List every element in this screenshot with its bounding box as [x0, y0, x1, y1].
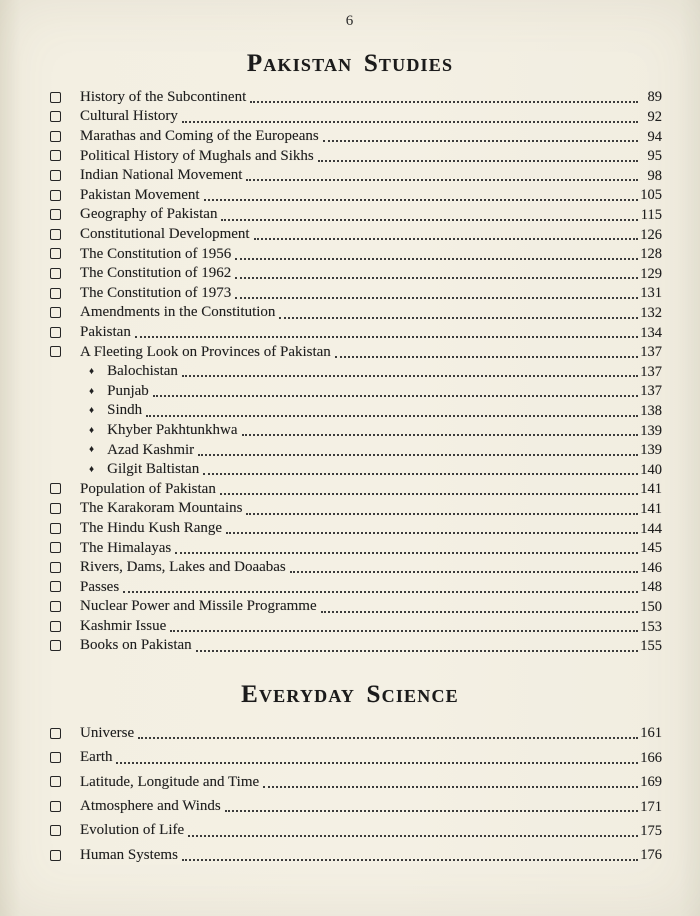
toc-item-label: Balochistan [107, 363, 178, 380]
dot-leader [254, 238, 638, 240]
diamond-bullet-icon: ♦ [89, 424, 95, 436]
toc-item-page: 153 [640, 618, 662, 635]
toc-item-label: Human Systems [80, 846, 178, 863]
dot-leader [123, 591, 638, 593]
toc-item-label: The Constitution of 1962 [80, 265, 232, 282]
toc-item-page: 89 [647, 89, 662, 106]
toc-sections [0, 50, 700, 865]
dot-leader [246, 513, 638, 515]
toc-item-label: Rivers, Dams, Lakes and Doaabas [80, 559, 286, 576]
toc-item-label: Latitude, Longitude and Time [80, 773, 260, 790]
toc-item-label: Azad Kashmir [107, 441, 195, 458]
dot-leader [175, 552, 638, 554]
toc-item-page: 115 [640, 207, 662, 224]
dot-leader [290, 571, 638, 573]
toc-item-page: 137 [640, 363, 662, 380]
toc-item-label: Political History of Mughals and Sikhs [80, 147, 314, 164]
toc-item-page: 176 [640, 847, 662, 864]
dot-leader [235, 297, 638, 299]
square-bullet-icon [50, 268, 61, 279]
toc-item-page: 94 [647, 128, 662, 145]
square-bullet-icon [50, 288, 61, 299]
square-bullet-icon [50, 346, 61, 357]
toc-item [50, 244, 662, 264]
toc-item-label: Earth [80, 749, 113, 766]
toc-item-label: The Constitution of 1973 [80, 284, 232, 301]
toc-item [50, 107, 662, 127]
toc-item [50, 401, 662, 421]
dot-leader [182, 121, 638, 123]
square-bullet-icon [50, 307, 61, 318]
toc-item-page: 145 [640, 540, 662, 557]
toc-item-page: 126 [640, 226, 662, 243]
toc-item-label: Kashmir Issue [80, 617, 167, 634]
toc-item [50, 816, 662, 840]
toc-item-page: 105 [640, 187, 662, 204]
toc-item [50, 718, 662, 742]
toc-item-label: Atmosphere and Winds [80, 798, 221, 815]
square-bullet-icon [50, 229, 61, 240]
square-bullet-icon [50, 776, 61, 787]
toc-item-label: Passes [80, 578, 120, 595]
toc-item-label: Punjab [107, 382, 149, 399]
toc-item-label: Pakistan [80, 323, 131, 340]
toc-item-page: 169 [640, 774, 662, 791]
toc-item [50, 557, 662, 577]
dot-leader [321, 611, 638, 613]
toc-item-page: 132 [640, 305, 662, 321]
toc-list [0, 87, 700, 655]
toc-item-page: 166 [640, 749, 662, 766]
dot-leader [242, 434, 638, 436]
square-bullet-icon [50, 581, 61, 592]
toc-item-label: Nuclear Power and Missile Programme [80, 598, 317, 615]
dot-leader [198, 454, 638, 456]
square-bullet-icon [50, 801, 61, 812]
toc-item-label: The Karakoram Mountains [80, 500, 243, 517]
toc-item-page: 146 [640, 559, 662, 576]
toc-item-page: 141 [640, 500, 662, 517]
dot-leader [250, 101, 638, 103]
toc-item [50, 126, 662, 146]
toc-item-label: Pakistan Movement [80, 186, 200, 203]
square-bullet-icon [50, 621, 61, 632]
square-bullet-icon [50, 131, 61, 142]
square-bullet-icon [50, 209, 61, 220]
toc-item-label: Khyber Pakhtunkhwa [107, 421, 238, 438]
toc-item-label: Evolution of Life [80, 822, 185, 839]
toc-item-label: The Constitution of 1956 [80, 245, 232, 262]
toc-item-page: 137 [640, 383, 662, 400]
dot-leader [226, 532, 638, 534]
toc-list [0, 718, 700, 864]
toc-item-page: 150 [640, 598, 662, 615]
toc-item-page: 141 [640, 481, 662, 498]
toc-item-page: 140 [640, 461, 662, 478]
toc-item-page: 131 [640, 285, 662, 302]
toc-item [50, 596, 662, 616]
toc-item [50, 420, 662, 440]
toc-item-page: 92 [647, 109, 662, 126]
section-title: Pakistan Studies [246, 50, 454, 77]
toc-item [50, 616, 662, 636]
section-title: Everyday Science [241, 681, 459, 709]
dot-leader [318, 160, 638, 162]
toc-item [50, 165, 662, 185]
dot-leader [170, 630, 638, 632]
toc-item-label: Indian National Movement [80, 167, 243, 184]
toc-item [50, 342, 662, 362]
toc-item-page: 144 [640, 520, 662, 537]
square-bullet-icon [50, 640, 61, 651]
toc-item-label: Books on Pakistan [80, 637, 192, 654]
toc-item [50, 87, 662, 107]
dot-leader [196, 650, 638, 652]
toc-item [50, 791, 662, 815]
toc-item-label: Geography of Pakistan [80, 206, 218, 223]
toc-item-page: 155 [640, 638, 662, 655]
dot-leader [235, 258, 638, 260]
square-bullet-icon [50, 170, 61, 181]
toc-item [50, 381, 662, 401]
toc-item [50, 440, 662, 460]
toc-item [50, 283, 662, 303]
square-bullet-icon [50, 92, 61, 103]
toc-item-label: Constitutional Development [80, 226, 250, 242]
diamond-bullet-icon: ♦ [89, 444, 95, 456]
square-bullet-icon [50, 562, 61, 573]
toc-item-label: Amendments in the Constitution [80, 304, 276, 321]
toc-item [50, 322, 662, 342]
dot-leader [335, 356, 638, 358]
dot-leader [263, 786, 638, 788]
toc-item-page: 139 [640, 422, 662, 439]
toc-item-page: 175 [640, 823, 662, 840]
dot-leader [135, 336, 638, 338]
toc-item [50, 498, 662, 518]
toc-item [50, 303, 662, 323]
square-bullet-icon [50, 601, 61, 612]
square-bullet-icon [50, 850, 61, 861]
dot-leader [235, 277, 638, 279]
square-bullet-icon [50, 111, 61, 122]
toc-item-page: 161 [640, 725, 662, 742]
square-bullet-icon [50, 503, 61, 514]
toc-item-page: 138 [640, 402, 662, 419]
toc-item-page: 129 [640, 265, 662, 282]
toc-item-page: 134 [640, 324, 662, 341]
toc-item-page: 98 [647, 167, 662, 184]
toc-item [50, 459, 662, 479]
dot-leader [203, 473, 638, 475]
dot-leader [182, 375, 638, 377]
dot-leader [188, 835, 638, 837]
dot-leader [182, 859, 638, 861]
square-bullet-icon [50, 825, 61, 836]
dot-leader [146, 415, 638, 417]
toc-item-label: The Hindu Kush Range [80, 519, 223, 536]
toc-item [50, 518, 662, 538]
toc-item [50, 577, 662, 597]
toc-item-label: Gilgit Baltistan [107, 461, 200, 478]
toc-item-label: History of the Subcontinent [80, 88, 247, 105]
square-bullet-icon [50, 248, 61, 259]
toc-item-page: 95 [647, 148, 662, 165]
toc-item-page: 137 [640, 344, 662, 361]
square-bullet-icon [50, 150, 61, 161]
dot-leader [204, 199, 638, 201]
toc-item-label: Population of Pakistan [80, 480, 216, 497]
toc-item-label: Marathas and Coming of the Europeans [80, 128, 319, 145]
dot-leader [225, 810, 638, 812]
toc-item-label: Universe [80, 724, 135, 741]
toc-item [50, 743, 662, 767]
square-bullet-icon [50, 483, 61, 494]
toc-item [50, 840, 662, 864]
toc-item-label: A Fleeting Look on Provinces of Pakistan [80, 343, 331, 360]
toc-item [50, 185, 662, 205]
dot-leader [246, 179, 638, 181]
square-bullet-icon [50, 523, 61, 534]
dot-leader [323, 140, 638, 142]
dot-leader [220, 493, 638, 495]
square-bullet-icon [50, 327, 61, 338]
toc-item-page: 148 [640, 579, 662, 596]
toc-item [50, 538, 662, 558]
toc-item [50, 479, 662, 499]
toc-item [50, 205, 662, 225]
square-bullet-icon [50, 542, 61, 553]
dot-leader [279, 317, 638, 319]
square-bullet-icon [50, 752, 61, 763]
dot-leader [153, 395, 638, 397]
toc-item-page: 139 [640, 442, 662, 459]
toc-item-label: The Himalayas [80, 539, 172, 556]
toc-item-label: Cultural History [80, 108, 178, 125]
toc-item [50, 361, 662, 381]
toc-item [50, 767, 662, 791]
toc-item [50, 224, 662, 244]
dot-leader [221, 219, 638, 221]
toc-item [50, 263, 662, 283]
toc-item [50, 146, 662, 166]
diamond-bullet-icon: ♦ [89, 365, 95, 377]
dot-leader [116, 762, 638, 764]
toc-item-page: 171 [640, 798, 662, 815]
page-number: 6 [345, 13, 355, 29]
diamond-bullet-icon: ♦ [89, 385, 95, 397]
toc-item [50, 636, 662, 656]
diamond-bullet-icon: ♦ [89, 405, 95, 417]
toc-item-page: 128 [640, 246, 662, 263]
dot-leader [138, 737, 638, 739]
diamond-bullet-icon: ♦ [89, 463, 95, 475]
toc-item-label: Sindh [107, 402, 143, 419]
square-bullet-icon [50, 190, 61, 201]
square-bullet-icon [50, 728, 61, 739]
